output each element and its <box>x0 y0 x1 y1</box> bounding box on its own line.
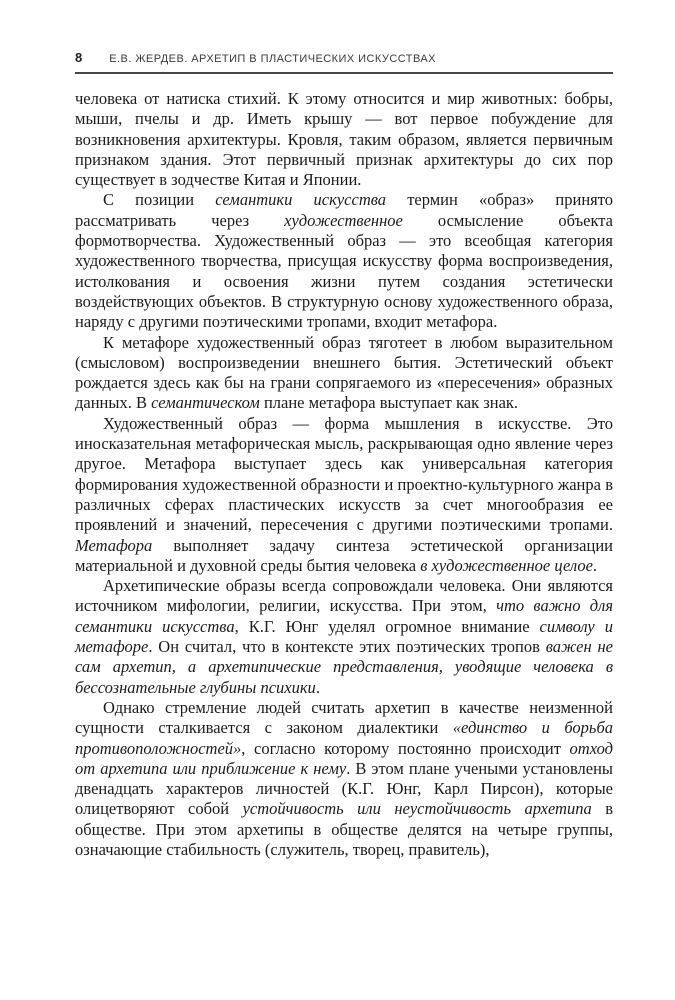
italic-text-run: отход от архетипа или приближение к нему <box>75 738 613 778</box>
text-run: . В этом плане учеными установлены двенадцать характеров личностей (К.Г. Юнг, Карл Пирсон), которые олицетворяют собой <box>75 758 613 819</box>
paragraph <box>75 576 613 698</box>
paragraph <box>75 698 613 860</box>
italic-text-run: семантическом <box>151 393 260 413</box>
italic-text-run: устойчивость или неустойчивость архетипа <box>242 799 592 819</box>
italic-text-run: художественное <box>284 210 403 230</box>
italic-text-run: «единство и борьба противоположностей» <box>75 718 613 758</box>
text-run: Архетипические образы всегда сопровождали человека. Они являются источником мифологии, религии, искусства. При этом, <box>75 576 613 616</box>
italic-text-run: символу и метафоре <box>75 616 613 657</box>
text-run: плане метафора выступает как знак. <box>259 393 519 413</box>
text-run: К метафоре художественный образ тяготеет в любом выразительном (смысловом) воспроизведении внешнего бытия. Эстетический объект рождается здесь как бы на грани сопрягаемого из «пересечения» образных данных. В <box>75 332 613 413</box>
text-run: Однако стремление людей считать архетип в качестве неизменной сущности сталкивается с законом диалектики <box>75 697 613 738</box>
text-run: , согласно которому постоянно происходит <box>241 738 570 758</box>
paragraph <box>75 89 613 190</box>
italic-text-run: в художественное целое <box>420 555 593 575</box>
italic-text-run: семантики искусства <box>215 190 387 210</box>
header-rule <box>75 72 613 74</box>
page-number: 8 <box>75 50 83 65</box>
paragraph <box>75 414 613 576</box>
italic-text-run: Метафора <box>75 535 153 555</box>
text-run: осмысление объекта формотворчества. Художественный образ — это всеобщая категория художественного творчества, присущая искусству форма воспроизведения, истолкования и освоения жизни путем создания эстетически воздействующих объектов. В структурную основу художественного образа, наряду с другими поэтическими тропами, входит метафора. <box>75 210 613 332</box>
italic-text-run: важен не сам архетип, а архетипические представления, уводящие человека в бессознательные глубины психики <box>75 637 613 697</box>
text-run: С позиции <box>103 190 216 210</box>
text-run: выполняет задачу синтеза эстетической организации материальной и духовной среды бытия человека <box>75 535 613 575</box>
paragraph <box>75 190 613 332</box>
text-run: в обществе. При этом архетипы в обществе делятся на четыре группы, означающие стабильность (служитель, творец, правитель), <box>75 799 613 859</box>
page-header <box>75 50 613 65</box>
text-run: человека от натиска стихий. К этому относится и мир животных: бобры, мыши, пчелы и др. Иметь крышу — вот первое побуждение для возникновения архитектуры. Кровля, таким образом, является первичным признаком здания. Этот первичный признак архитектуры до сих пор существует в зодчестве Китая и Японии. <box>75 89 613 190</box>
italic-text-run: что важно для семантики искусства <box>75 596 613 636</box>
text-run: . <box>592 555 598 575</box>
body-text <box>75 89 613 860</box>
text-run: . <box>315 677 320 697</box>
text-run: , К.Г. Юнг уделял огромное внимание <box>234 616 540 636</box>
text-run: . Он считал, что в контексте этих поэтических тропов <box>148 637 546 657</box>
paragraph <box>75 333 613 414</box>
running-title: Е.В. ЖЕРДЕВ. АРХЕТИП В ПЛАСТИЧЕСКИХ ИСКУССТВАХ <box>109 53 436 65</box>
text-run: термин «образ» принято рассматривать через <box>75 190 613 230</box>
text-run: Художественный образ — форма мышления в искусстве. Это иносказательная метафорическая мысль, раскрывающая одно явление через другое. Метафора выступает здесь как универсальная категория формирования художественной образности и проектно-культурного жанра в различных сферах пластических искусств за счет многообразия ее проявлений и значений, пересечения с другими поэтическими тропами. <box>75 413 613 535</box>
